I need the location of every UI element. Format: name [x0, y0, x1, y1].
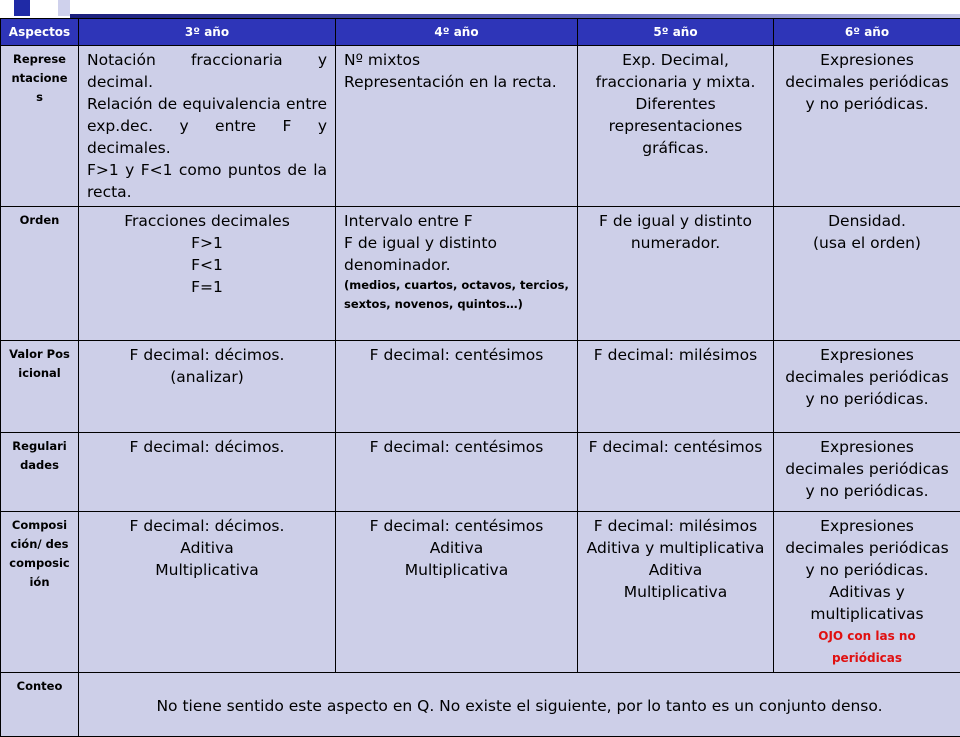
cell-line: F decimal: décimos. [87, 436, 327, 458]
cell-line: F decimal: milésimos [586, 344, 765, 366]
header-4-ano: 4º año [336, 19, 578, 46]
cell-line: F decimal: centésimos [344, 515, 569, 537]
cell-rep-6 [774, 46, 960, 207]
cell-comp-6 [774, 512, 960, 673]
cell-line: Expresiones decimales periódicas y no periódicas. [782, 515, 952, 581]
cell-line: F decimal: décimos. [87, 515, 327, 537]
row-composicion [1, 512, 960, 673]
cell-line: Aditiva [586, 559, 765, 581]
cell-rep-3 [79, 46, 336, 207]
cell-vp-6 [774, 341, 960, 433]
cell-note: (medios, cuartos, octavos, tercios, sextos, novenos, quintos…) [344, 276, 569, 314]
row-regularidades [1, 433, 960, 512]
cell-line: Intervalo entre F [344, 210, 569, 232]
cell-line: F de igual y distinto denominador. [344, 232, 569, 276]
cell-line: Exp. Decimal, fraccionaria y mixta. [586, 49, 765, 93]
cell-line: Diferentes representaciones gráficas. [586, 93, 765, 159]
cell-rep-5 [578, 46, 774, 207]
cell-line: Expresiones decimales periódicas y no periódicas. [782, 49, 952, 115]
header-5-ano: 5º año [578, 19, 774, 46]
cell-line: Densidad. [782, 210, 952, 232]
cell-line: F decimal: centésimos [586, 436, 765, 458]
rowhead-label: Representaciones [3, 50, 76, 107]
warning-note: OJO con las no periódicas [782, 625, 952, 669]
cell-line: Aditiva [87, 537, 327, 559]
cell-line: F>1 [87, 232, 327, 254]
rowhead-representaciones [1, 46, 79, 207]
cell-reg-3 [79, 433, 336, 512]
cell-line: Fracciones decimales [87, 210, 327, 232]
cell-line: F decimal: milésimos [586, 515, 765, 537]
cell-comp-3 [79, 512, 336, 673]
cell-line: Multiplicativa [586, 581, 765, 603]
cell-line: Multiplicativa [344, 559, 569, 581]
rowhead-regularidades [1, 433, 79, 512]
row-representaciones [1, 46, 960, 207]
cell-vp-3 [79, 341, 336, 433]
row-valor-posicional [1, 341, 960, 433]
cell-line: Representación en la recta. [344, 71, 569, 93]
cell-line: (analizar) [87, 366, 327, 388]
cell-line: F decimal: centésimos [344, 344, 569, 366]
header-6-ano: 6º año [774, 19, 960, 46]
rowhead-orden: Orden [1, 207, 79, 341]
cell-comp-5 [578, 512, 774, 673]
header-row [1, 19, 960, 46]
cell-vp-5 [578, 341, 774, 433]
decorative-square [14, 0, 30, 16]
header-aspectos: Aspectos [1, 19, 79, 46]
rowhead-composicion [1, 512, 79, 673]
decorative-square-light [58, 0, 70, 16]
cell-orden-4 [336, 207, 578, 341]
cell-reg-4 [336, 433, 578, 512]
cell-line: Expresiones decimales periódicas y no periódicas. [782, 436, 952, 502]
rowhead-conteo: Conteo [1, 673, 79, 737]
cell-line: Relación de equivalencia entre exp.dec. y entre F y decimales. [87, 93, 327, 159]
cell-orden-6 [774, 207, 960, 341]
cell-line: F=1 [87, 276, 327, 298]
row-conteo [1, 673, 960, 737]
cell-reg-6 [774, 433, 960, 512]
cell-line: Expresiones decimales periódicas y no periódicas. [782, 344, 952, 410]
cell-line: F<1 [87, 254, 327, 276]
rowhead-label: Regularidades [3, 437, 76, 475]
rowhead-label: Valor Posicional [3, 345, 76, 383]
cell-line: Aditivas y multiplicativas [782, 581, 952, 625]
cell-line: F de igual y distinto numerador. [586, 210, 765, 254]
cell-line: Aditiva [344, 537, 569, 559]
aspects-table [0, 18, 960, 737]
rowhead-valor-posicional [1, 341, 79, 433]
header-3-ano: 3º año [79, 19, 336, 46]
cell-line: F>1 y F<1 como puntos de la recta. [87, 159, 327, 203]
cell-line: F decimal: centésimos [344, 436, 569, 458]
cell-conteo: No tiene sentido este aspecto en Q. No existe el siguiente, por lo tanto es un conjunto denso. [79, 673, 960, 737]
cell-orden-3 [79, 207, 336, 341]
row-orden [1, 207, 960, 341]
cell-line: Notación fraccionaria y decimal. [87, 49, 327, 93]
cell-vp-4 [336, 341, 578, 433]
cell-rep-4 [336, 46, 578, 207]
rowhead-label: Composición/ descomposición [3, 516, 76, 592]
cell-line: (usa el orden) [782, 232, 952, 254]
cell-line: F decimal: décimos. [87, 344, 327, 366]
cell-orden-5 [578, 207, 774, 341]
cell-reg-5 [578, 433, 774, 512]
cell-comp-4 [336, 512, 578, 673]
cell-line: Multiplicativa [87, 559, 327, 581]
cell-line: Aditiva y multiplicativa [586, 537, 765, 559]
cell-line: Nº mixtos [344, 49, 569, 71]
